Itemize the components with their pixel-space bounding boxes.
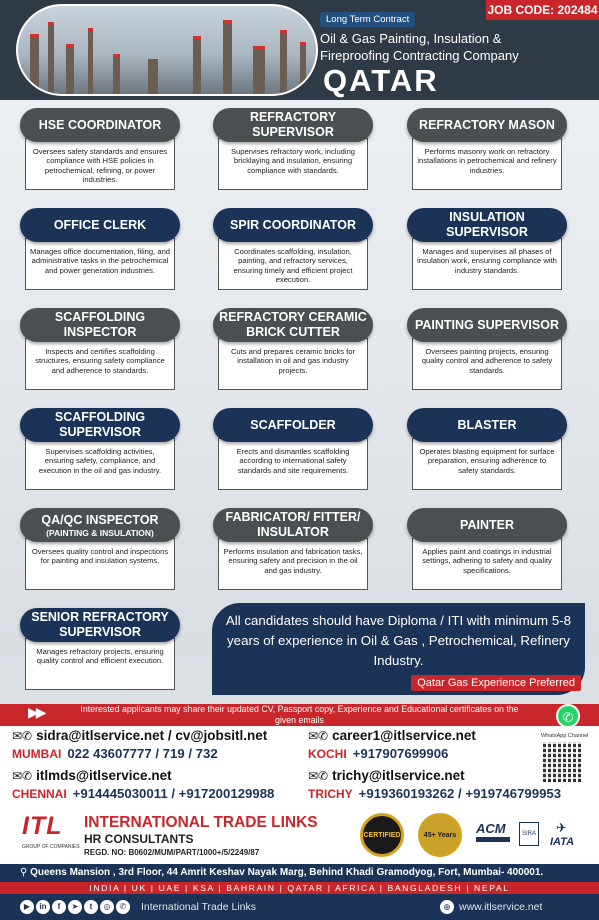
job-card <box>213 108 373 190</box>
mail-phone-icon: ✉✆ <box>308 729 329 743</box>
iata-logo: IATA <box>550 836 575 848</box>
job-title: REFRACTORY MASON <box>407 108 567 142</box>
whatsapp-label: WhatsApp Channel <box>541 733 589 739</box>
contact-trichy <box>308 768 561 801</box>
job-description: Supervises refractory work, including bricklaying and insulation, ensuring compliance with standards. <box>218 138 368 190</box>
job-description: Performs masonry work on refractory installations in petrochemical and refinery industries. <box>412 138 562 190</box>
job-title: FABRICATOR/ FITTER/ INSULATOR <box>213 508 373 542</box>
job-description: Oversees painting projects, ensuring quality control and adherence to safety standards. <box>412 338 562 390</box>
twitter-icon[interactable]: t <box>84 900 98 914</box>
contacts-section <box>0 704 599 808</box>
job-card <box>20 608 180 690</box>
registration-number: REGD. NO: B0602/MUM/PART/1000+/5/2249/87 <box>84 848 260 857</box>
apply-note-bar <box>0 704 599 726</box>
apply-note: Interested applicants may share their updated CV, Passport copy, Experience and Educational certificates on the given emails <box>80 704 519 725</box>
job-card <box>213 208 373 290</box>
job-description: Coordinates scaffolding, insulation, painting, and refractory services, ensuring timely and efficient project execution. <box>218 238 368 290</box>
location-pin-icon: ⚲ <box>20 867 31 878</box>
itl-group-label: GROUP OF COMPANIES <box>22 844 80 850</box>
job-card <box>213 308 373 390</box>
job-title: REFRACTORY SUPERVISOR <box>213 108 373 142</box>
double-arrow-icon: ▶▶ <box>28 704 44 720</box>
contact-chennai <box>12 768 274 801</box>
country-title: QATAR <box>323 63 439 98</box>
youtube-icon[interactable]: ▶ <box>20 900 34 914</box>
address-text: Queens Mansion , 3rd Floor, 44 Amrit Keshav Nayak Marg, Behind Khadi Gramodyog, Fort, Mumbai- 400001. <box>30 867 544 878</box>
job-title: SPIR COORDINATOR <box>213 208 373 242</box>
telegram-icon[interactable]: ➤ <box>68 900 82 914</box>
contact-city: MUMBAI <box>12 747 62 761</box>
facebook-icon[interactable]: f <box>52 900 66 914</box>
job-title: REFRACTORY CERAMIC BRICK CUTTER <box>213 308 373 342</box>
contact-mumbai <box>12 728 267 761</box>
globe-icon: ⊕ <box>440 900 454 914</box>
linkedin-icon[interactable]: in <box>36 900 50 914</box>
header <box>0 0 599 100</box>
job-card <box>20 108 180 190</box>
whatsapp-footer-icon[interactable]: ✆ <box>116 900 130 914</box>
sira-logo: SIRA <box>519 822 539 846</box>
job-description: Applies paint and coatings in industrial settings, adhering to safety and quality specifications. <box>412 538 562 590</box>
job-description: Manages refractory projects, ensuring quality control and efficient execution. <box>25 638 175 690</box>
website-link[interactable]: www.itlservice.net <box>459 901 543 913</box>
job-description: Oversees safety standards and ensures compliance with HSE policies in petrochemical, refining, or power industries. <box>25 138 175 190</box>
contact-phone[interactable]: 022 43607777 / 719 / 732 <box>67 746 218 761</box>
company-subtitle: HR CONSULTANTS <box>84 832 194 846</box>
job-description: Performs insulation and fabrication tasks, ensuring safety and precision in the oil and gas industry. <box>218 538 368 590</box>
job-card <box>20 208 180 290</box>
contact-email[interactable]: sidra@itlservice.net / cv@jobsitl.net <box>36 728 268 743</box>
company-band <box>0 808 599 864</box>
job-card <box>407 308 567 390</box>
contact-email[interactable]: trichy@itlservice.net <box>332 768 465 783</box>
contact-email[interactable]: itlmds@itlservice.net <box>36 768 172 783</box>
social-handle[interactable]: International Trade Links <box>141 901 256 913</box>
preferred-badge: Qatar Gas Experience Preferred <box>411 675 581 691</box>
contact-phone[interactable]: +914445030011 / +917200129988 <box>72 786 275 801</box>
footer <box>0 894 599 920</box>
certified-seal: CERTIFIED <box>360 813 404 857</box>
mail-phone-icon: ✉✆ <box>12 729 33 743</box>
job-title: SCAFFOLDING SUPERVISOR <box>20 408 180 442</box>
acm-logo: ACM <box>476 821 506 836</box>
job-description: Manages and supervises all phases of insulation work, ensuring compliance with industry standards. <box>412 238 562 290</box>
years-seal: 45+ Years <box>418 813 462 857</box>
job-description: Cuts and prepares ceramic bricks for installation in oil and gas industry projects. <box>218 338 368 390</box>
job-title: OFFICE CLERK <box>20 208 180 242</box>
mail-phone-icon: ✉✆ <box>308 769 329 783</box>
social-icons <box>20 900 130 914</box>
job-title: PAINTING SUPERVISOR <box>407 308 567 342</box>
job-card <box>20 308 180 390</box>
job-card <box>407 108 567 190</box>
contact-kochi <box>308 728 476 761</box>
job-title: HSE COORDINATOR <box>20 108 180 142</box>
whatsapp-icon[interactable]: ✆ <box>556 704 580 728</box>
address-bar <box>0 864 599 882</box>
contact-email[interactable]: career1@itlservice.net <box>332 728 476 743</box>
job-card <box>20 508 180 590</box>
refinery-photo <box>16 4 318 96</box>
job-card <box>20 408 180 490</box>
job-title: PAINTER <box>407 508 567 542</box>
contract-type-badge: Long Term Contract <box>320 12 415 27</box>
job-title: SENIOR REFRACTORY SUPERVISOR <box>20 608 180 642</box>
job-description: Inspects and certifies scaffolding structures, ensuring safety compliance and adherence to standards. <box>25 338 175 390</box>
company-name: INTERNATIONAL TRADE LINKS <box>84 814 318 831</box>
plane-icon: ✈ <box>556 820 567 835</box>
job-subtitle: (PAINTING & INSULATION) <box>46 527 154 538</box>
job-title: BLASTER <box>407 408 567 442</box>
job-description: Operates blasting equipment for surface preparation, ensuring adherence to safety standards. <box>412 438 562 490</box>
company-description: Oil & Gas Painting, Insulation & Fireproofing Contracting Company <box>320 31 519 63</box>
job-card <box>213 408 373 490</box>
job-title: INSULATION SUPERVISOR <box>407 208 567 242</box>
job-description: Manages office documentation, filing, and administrative tasks in the petrochemical and power generation industries. <box>25 238 175 290</box>
instagram-icon[interactable]: ◎ <box>100 900 114 914</box>
requirements-text: All candidates should have Diploma / ITI with minimum 5-8 years of experience in Oil & Gas , Petrochemical, Refinery Industry. <box>225 613 572 668</box>
job-description: Erects and dismantles scaffolding according to international safety standards and site requirements. <box>218 438 368 490</box>
job-title: SCAFFOLDER <box>213 408 373 442</box>
job-card <box>407 208 567 290</box>
requirements-box <box>212 603 585 695</box>
job-description: Oversees quality control and inspections for painting and insulation systems. <box>25 538 175 590</box>
job-card <box>407 408 567 490</box>
contact-city: KOCHI <box>308 747 347 761</box>
countries-strip: INDIA | UK | UAE | KSA | BAHRAIN | QATAR | AFRICA | BANGLADESH | NEPAL <box>0 882 599 894</box>
contact-phone[interactable]: +919360193262 / +919746799953 <box>358 786 562 801</box>
itl-logo: ITL <box>22 812 63 840</box>
job-description: Supervises scaffolding activities, ensuring safety, compliance, and execution in the oil and gas industry. <box>25 438 175 490</box>
mail-phone-icon: ✉✆ <box>12 769 33 783</box>
contact-phone[interactable]: +917907699906 <box>352 746 449 761</box>
job-card <box>213 508 373 590</box>
job-card <box>407 508 567 590</box>
job-code-badge: JOB CODE: 202484 <box>486 0 599 20</box>
job-title: SCAFFOLDING INSPECTOR <box>20 308 180 342</box>
contact-city: CHENNAI <box>12 787 67 801</box>
contact-city: TRICHY <box>308 787 353 801</box>
job-title: QA/QC INSPECTOR (PAINTING & INSULATION) <box>20 508 180 542</box>
